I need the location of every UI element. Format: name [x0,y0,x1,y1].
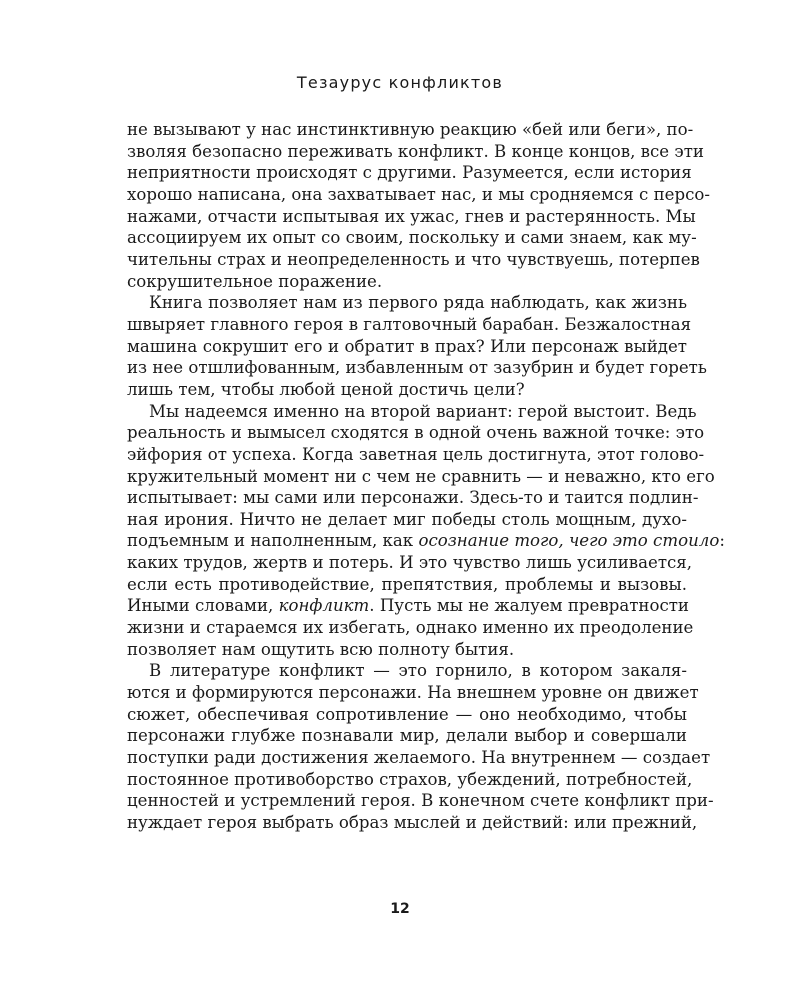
emphasis-text: осознание того, чего это стоило [418,531,720,551]
text-line: жизни и стараемся их избегать, однако именно их преодоление [127,618,694,638]
text-line: ная ирония. Ничто не делает миг победы столь мощным, духо- [127,509,687,529]
text-line: хорошо написана, она захватывает нас, и мы сродняемся с персо- [127,184,710,204]
emphasis-text: конфликт [278,596,370,616]
text-line: эйфория от успеха. Когда заветная цель достигнута, этот голово- [127,444,705,464]
text-line: не вызывают у нас инстинктивную реакцию «бей или беги», по- [127,120,694,139]
text-line: В литературе конфликт — это горнило, в котором закаля- [149,661,687,681]
text-line: испытывает: мы сами или персонажи. Здесь-то и таится подлин- [127,488,699,508]
text-line: машина сокрушит его и обратит в прах? Или персонаж выйдет [127,336,687,356]
text-line: Мы надеемся именно на второй вариант: герой выстоит. Ведь [149,401,697,421]
text-line: из нее отшлифованным, избавленным от зазубрин и будет гореть [127,358,707,378]
text-line: постоянное противоборство страхов, убеждений, потребностей, [127,769,693,789]
text-line: нуждает героя выбрать образ мыслей и действий: или прежний, [127,813,698,832]
text-line [127,595,687,617]
text-line: неприятности происходят с другими. Разумеется, если история [127,163,692,183]
body-text [127,119,725,834]
text-line: швыряет главного героя в галтовочный барабан. Безжалостная [127,314,692,334]
text-line: кружительный момент ни с чем не сравнить — и неважно, кто его [127,466,715,486]
text-line [127,530,725,552]
text-line: нажами, отчасти испытывая их ужас, гнев и растерянность. Мы [127,206,696,226]
text-line: ценностей и устремлений героя. В конечном счете конфликт при- [127,791,714,811]
text-line: ются и формируются персонажи. На внешнем уровне он движет [127,683,699,703]
text-segment: подъемным и наполненным, как [127,531,419,551]
text-segment: . Пусть мы не жалуем превратности [369,596,689,616]
text-line: сокрушительное поражение. [127,271,383,291]
running-head: Тезаурус конфликтов [296,73,504,92]
text-line: поступки ради достижения желаемого. На внутреннем — создает [127,748,711,768]
text-segment: Иными словами, [127,596,279,616]
text-line: персонажи глубже познавали мир, делали выбор и совершали [127,726,687,746]
text-segment: : [719,531,725,551]
text-line: каких трудов, жертв и потерь. И это чувство лишь усиливается, [127,553,693,573]
text-line: зволяя безопасно переживать конфликт. В конце концов, все эти [127,141,704,161]
text-line: ассоциируем их опыт со своим, поскольку и сами знаем, как му- [127,228,697,248]
text-line: позволяет нам ощутить всю полноту бытия. [127,639,515,659]
text-line: лишь тем, чтобы любой ценой достичь цели? [127,379,525,399]
text-line: реальность и вымысел сходятся в одной очень важной точке: это [127,423,705,443]
text-line: сюжет, обеспечивая сопротивление — оно необходимо, чтобы [127,704,687,724]
text-line: Книга позволяет нам из первого ряда наблюдать, как жизнь [149,293,687,313]
text-line: чительны страх и неопределенность и что чувствуешь, потерпев [127,249,700,269]
text-line: если есть противодействие, препятствия, проблемы и вызовы. [127,574,687,594]
page-number: 12 [390,901,410,917]
